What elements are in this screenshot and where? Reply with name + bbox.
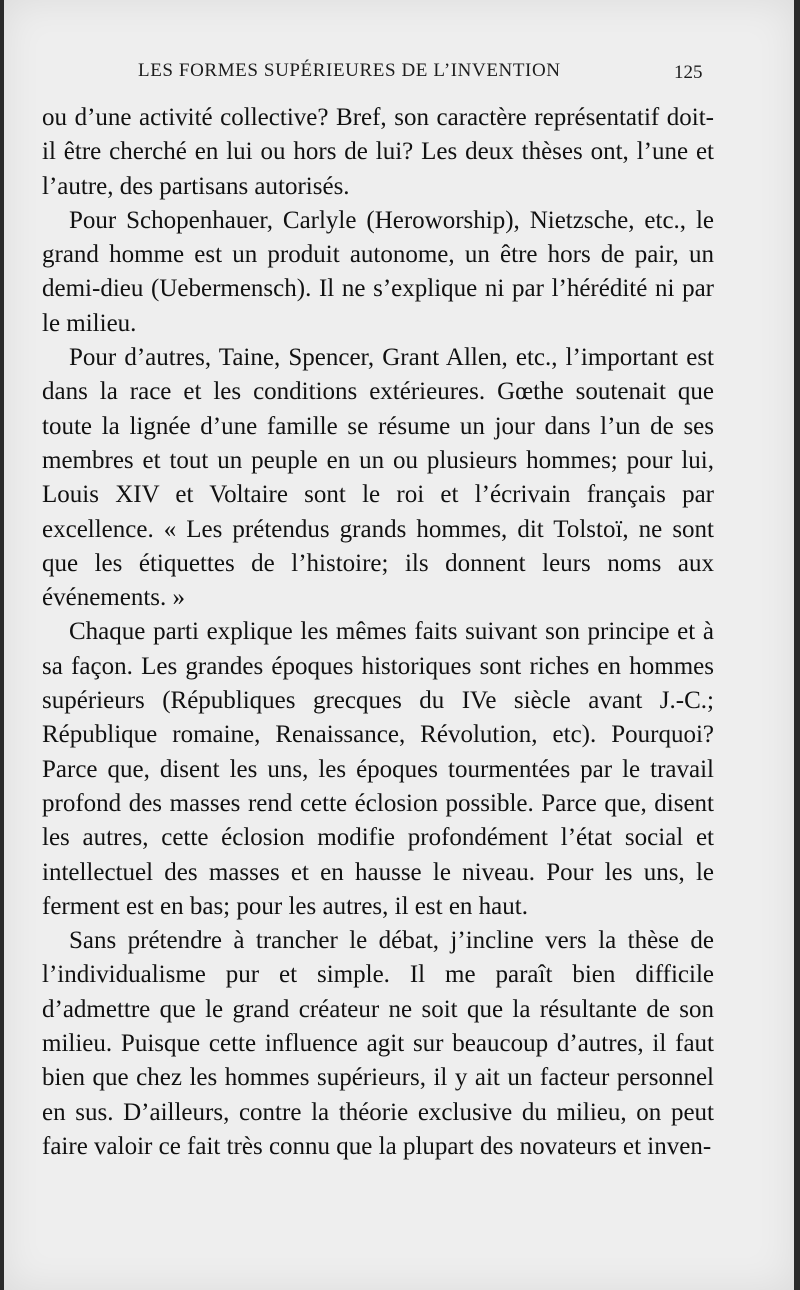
page-number: 125 xyxy=(674,62,703,83)
running-head-title: LES FORMES SUPÉRIEURES DE L’INVENTION xyxy=(138,60,561,81)
paragraph-taine-spencer: Pour d’autres, Taine, Spencer, Grant Allen, etc., l’important est dans la race et les conditions extérieures. Gœthe soutenait que toute la lignée d’une famille se résume un jour dans l’un de ses membres et tout un peuple en un ou plusieurs hommes; pour lui, Louis XIV et Voltaire sont le roi et l’écrivain français par excellence. « Les prétendus grands hommes, dit Tolstoï, ne sont que les étiquettes de l’histoire; ils donnent leurs noms aux événements. » xyxy=(42,344,714,612)
paragraph-continuation: ou d’une activité collective? Bref, son caractère représentatif doit-il être cherché en lui ou hors de lui? Les deux thèses ont, l’une et l’autre, des partisans autorisés. xyxy=(42,104,714,200)
book-page xyxy=(4,0,794,1290)
paragraph-chaque-parti: Chaque parti explique les mêmes faits suivant son principe et à sa façon. Les grandes époques historiques sont riches en hommes supérieurs (Républiques grecques du IVe siècle avant J.-C.; République romaine, Renaissance, Révolution, etc). Pourquoi? Parce que, disent les uns, les époques tourmentées par le travail profond des masses rend cette éclosion possible. Parce que, disent les autres, cette éclosion modifie profondément l’état social et intellectuel des masses et en hausse le niveau. Pour les uns, le ferment est en bas; pour les autres, il est en haut. xyxy=(42,618,714,920)
paragraph-individualisme: Sans prétendre à trancher le débat, j’incline vers la thèse de l’individualisme pur et simple. Il me paraît bien difficile d’admettre que le grand créateur ne soit que la résultante de son milieu. Puisque cette influence agit sur beaucoup d’autres, il faut bien que chez les hommes supérieurs, il y ait un facteur personnel en sus. D’ailleurs, contre la théorie exclusive du milieu, on peut faire valoir ce fait très connu que la plupart des novateurs et inven- xyxy=(42,927,714,1160)
paragraph-schopenhauer: Pour Schopenhauer, Carlyle (Heroworship), Nietzsche, etc., le grand homme est un produit autonome, un être hors de pair, un demi-dieu (Uebermensch). Il ne s’explique ni par l’hérédité ni par le milieu. xyxy=(42,206,714,337)
body-text xyxy=(42,101,714,1164)
